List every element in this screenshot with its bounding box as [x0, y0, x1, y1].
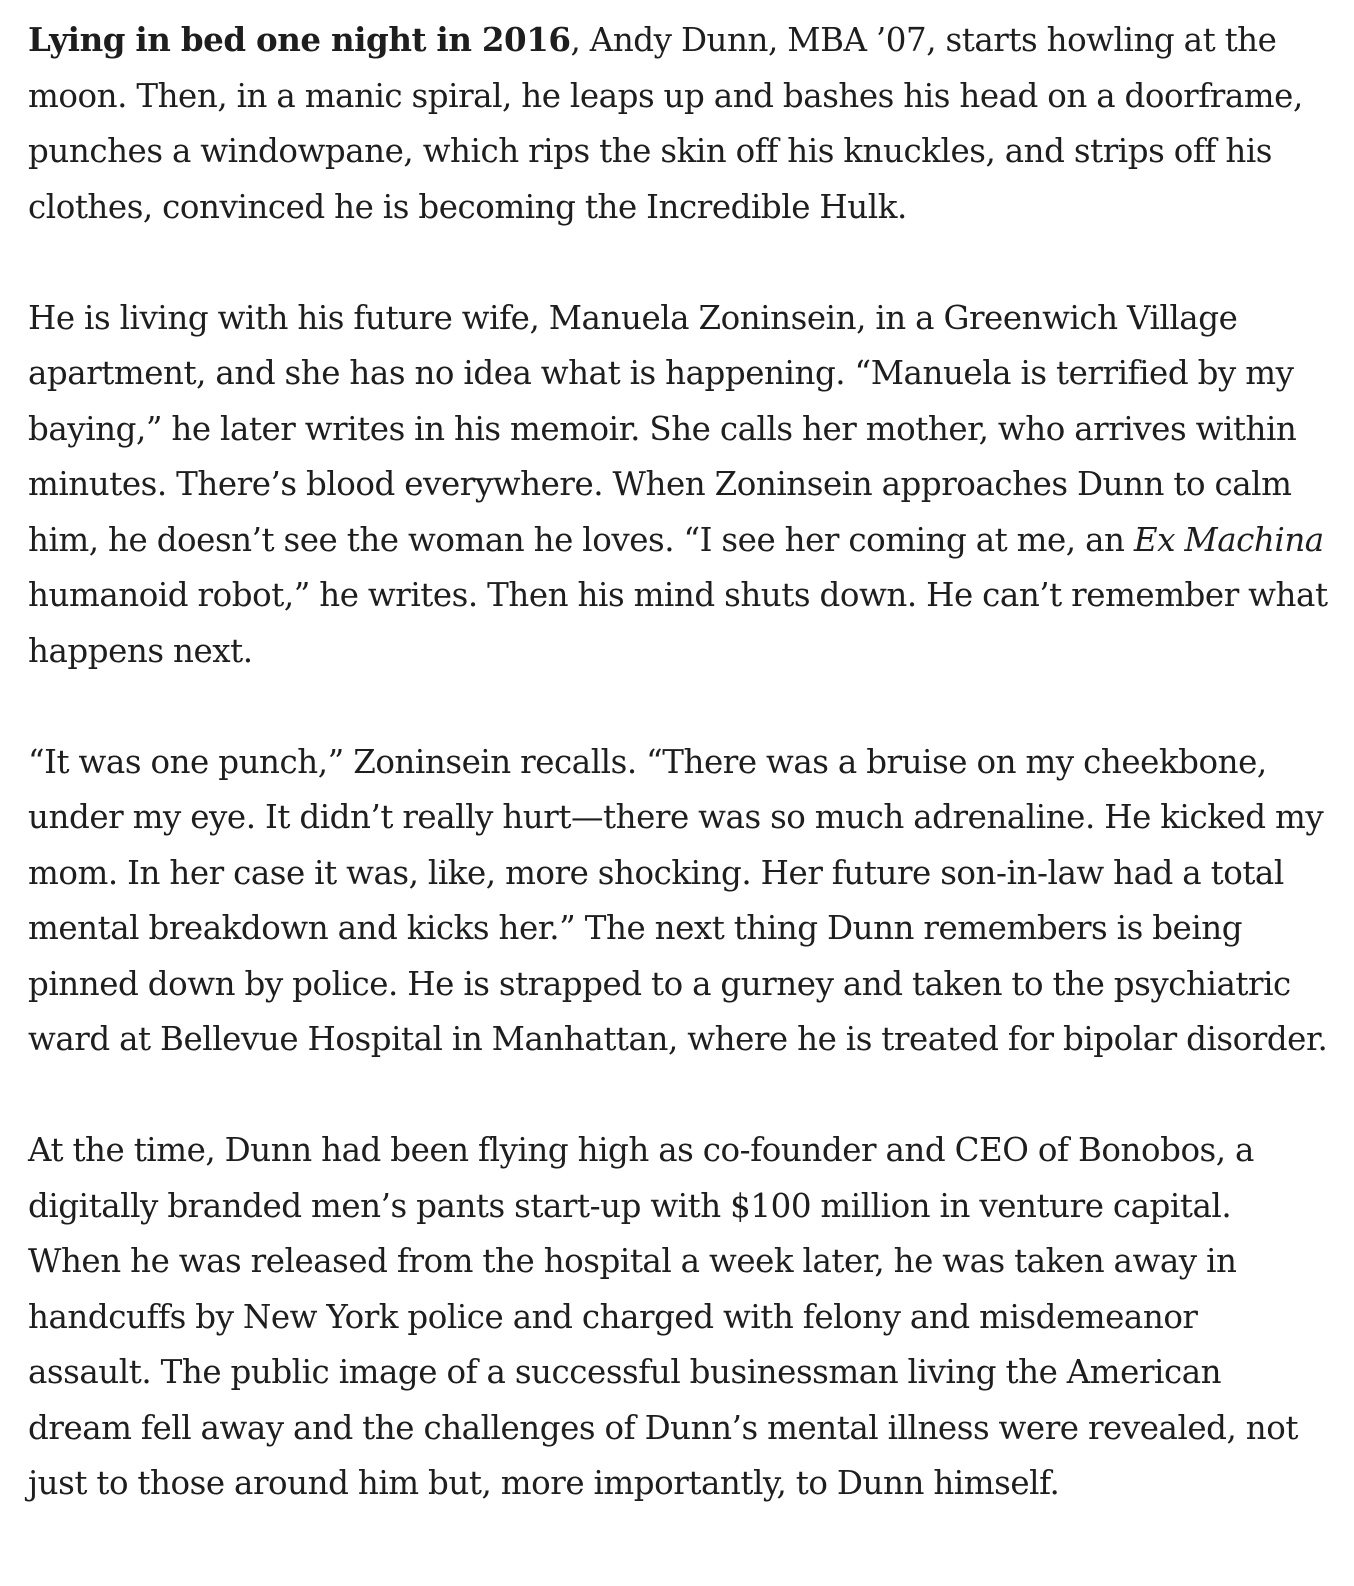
film-title: Ex Machina	[1133, 520, 1324, 559]
paragraph-3	[28, 735, 1328, 1068]
paragraph-1-text: , Andy Dunn, MBA ’07, starts howling at the moon. Then, in a manic spiral, he leaps up and bashes his head on a doorframe, punches a windowpane, which rips the skin off his knuckles, and strips off his clothes, convinced he is becoming the Incredible Hulk.	[28, 21, 1303, 226]
paragraph-1	[28, 12, 1328, 235]
article-body	[28, 12, 1328, 1512]
paragraph-2-text-before: He is living with his future wife, Manuela Zoninsein, in a Greenwich Village apartment, and she has no idea what is happening. “Manuela is terrified by my baying,” he later writes in his memoir. She calls her mother, who arrives within minutes. There’s blood everywhere. When Zoninsein approaches Dunn to calm him, he doesn’t see the woman he loves. “I see her coming at me, an	[28, 298, 1297, 559]
paragraph-4	[28, 1123, 1328, 1512]
paragraph-4-text: At the time, Dunn had been flying high as co-founder and CEO of Bonobos, a digitally branded men’s pants start-up with $100 million in venture capital. When he was released from the hospital a week later, he was taken away in handcuffs by New York police and charged with felony and misdemeanor assault. The public image of a successful businessman living the American dream fell away and the challenges of Dunn’s mental illness were revealed, not just to those around him but, more importantly, to Dunn himself.	[28, 1131, 1298, 1502]
paragraph-2	[28, 291, 1328, 680]
paragraph-2-text-after: humanoid robot,” he writes. Then his mind shuts down. He can’t remember what happens next.	[28, 576, 1328, 670]
paragraph-3-text: “It was one punch,” Zoninsein recalls. “There was a bruise on my cheekbone, under my eye. It didn’t really hurt—there was so much adrenaline. He kicked my mom. In her case it was, like, more shocking. Her future son-in-law had a total mental breakdown and kicks her.” The next thing Dunn remembers is being pinned down by police. He is strapped to a gurney and taken to the psychiatric ward at Bellevue Hospital in Manhattan, where he is treated for bipolar disorder.	[28, 742, 1328, 1058]
lead-in: Lying in bed one night in 2016	[28, 20, 571, 59]
